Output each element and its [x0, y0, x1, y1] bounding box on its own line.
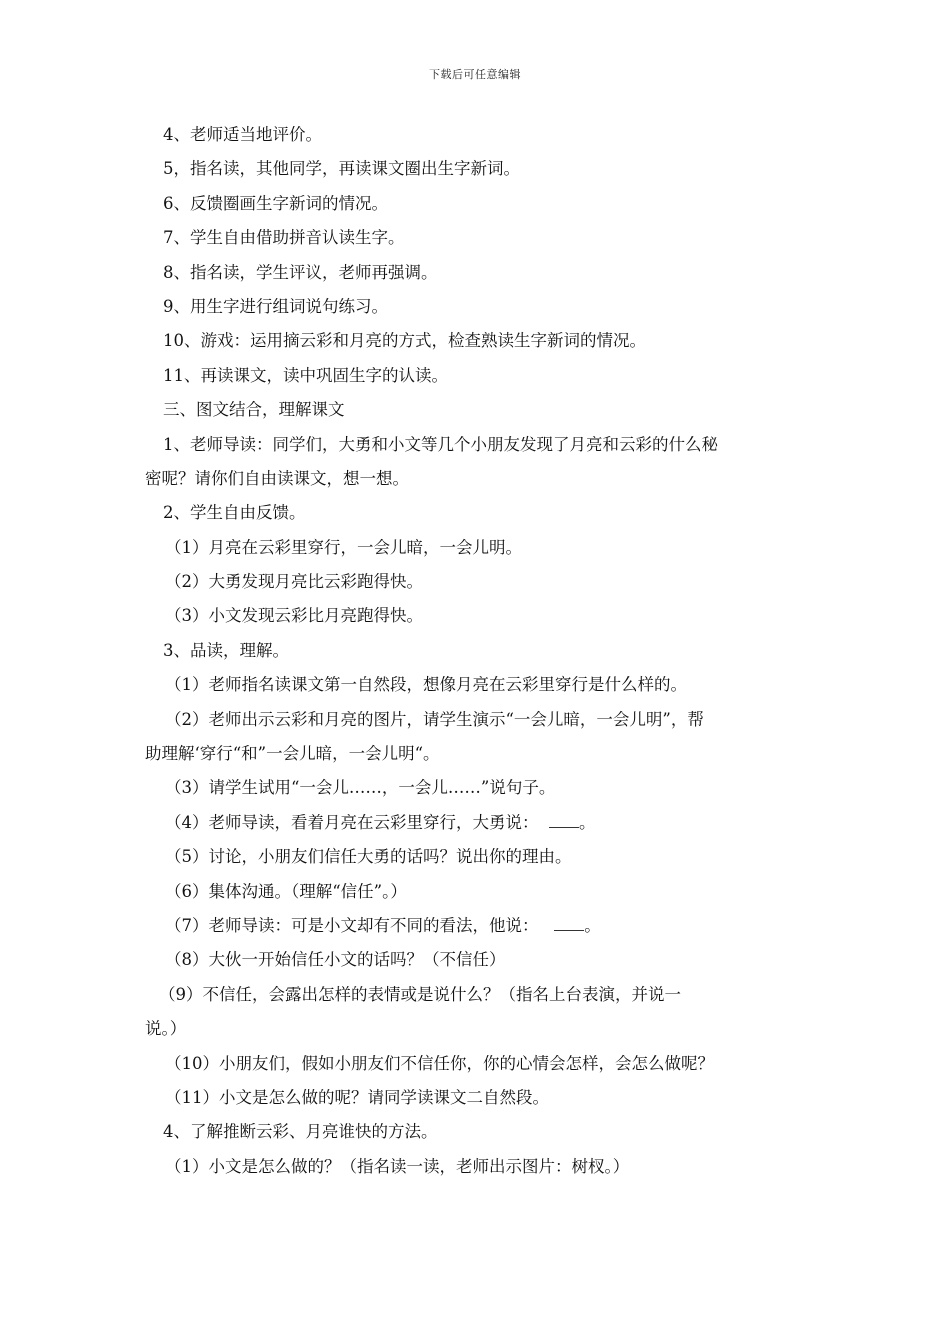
paragraph-line: 7、学生自由借助拼音认读生字。 [163, 228, 405, 248]
paragraph-line: （6）集体沟通。（理解“信任”。） [165, 881, 407, 901]
paragraph-line: （1）老师指名读课文第一自然段，想像月亮在云彩里穿行是什么样的。 [165, 675, 687, 695]
paragraph-line: 2、学生自由反馈。 [163, 503, 306, 523]
paragraph-line: 3、品读，理解。 [163, 640, 289, 660]
paragraph-line: 4、老师适当地评价。 [163, 125, 322, 144]
line-text: （4）老师导读，看着月亮在云彩里穿行，大勇说： [165, 812, 539, 832]
paragraph-line: （8）大伙一开始信任小文的话吗？（不信任） [165, 950, 506, 970]
line-end: 。 [579, 812, 596, 832]
paragraph-line: （2）大勇发现月亮比云彩跑得快。 [165, 572, 423, 592]
paragraph-line: （10）小朋友们，假如小朋友们不信任你，你的心情会怎样，会怎么做呢？ [165, 1053, 714, 1073]
paragraph-line: 10、游戏：运用摘云彩和月亮的方式，检查熟读生字新词的情况。 [163, 331, 646, 351]
paragraph-line: 助理解‘穿行“和”一会儿暗，一会儿明“。 [145, 744, 440, 764]
fill-in-blank [549, 813, 579, 828]
line-end: 。 [584, 915, 601, 935]
paragraph-line: （9）不信任，会露出怎样的表情或是说什么？（指名上台表演，并说一 [159, 984, 681, 1004]
fill-in-blank [554, 916, 584, 931]
paragraph-line [145, 806, 815, 840]
paragraph-line: 11、再读课文，读中巩固生字的认读。 [163, 365, 448, 385]
paragraph-line: 密呢？请你们自由读课文，想一想。 [145, 468, 409, 488]
paragraph-line: （3）小文发现云彩比月亮跑得快。 [165, 606, 423, 626]
line-text: （7）老师导读：可是小文却有不同的看法，他说： [165, 915, 539, 935]
paragraph-line: 5，指名读，其他同学，再读课文圈出生字新词。 [163, 159, 520, 179]
paragraph-line: （1）小文是怎么做的？（指名读一读，老师出示图片：树杈。） [165, 1156, 630, 1176]
paragraph-line: 9、用生字进行组词说句练习。 [163, 296, 388, 316]
paragraph-line: （1）月亮在云彩里穿行，一会儿暗，一会儿明。 [165, 537, 522, 557]
section-heading: 三、图文结合，理解课文 [163, 400, 345, 420]
paragraph-line: 4、了解推断云彩、月亮谁快的方法。 [163, 1122, 438, 1142]
paragraph-line: 1、老师导读：同学们，大勇和小文等几个小朋友发现了月亮和云彩的什么秘 [163, 434, 718, 454]
paragraph-line: 6、反馈圈画生字新词的情况。 [163, 193, 388, 213]
page-header: 下载后可任意编辑 [429, 68, 521, 81]
paragraph-line: 8、指名读，学生评议，老师再强调。 [163, 262, 438, 282]
paragraph-line: 说。） [145, 1019, 187, 1039]
paragraph-line: （3）请学生试用“一会儿……，一会儿……”说句子。 [165, 778, 556, 798]
document-body [145, 118, 815, 1184]
paragraph-line: （5）讨论，小朋友们信任大勇的话吗？说出你的理由。 [165, 847, 572, 867]
paragraph-line: （2）老师出示云彩和月亮的图片，请学生演示“一会儿暗，一会儿明”，帮 [165, 709, 704, 729]
paragraph-line: （11）小文是怎么做的呢？请同学读课文二自然段。 [165, 1087, 549, 1107]
paragraph-line [145, 909, 815, 943]
